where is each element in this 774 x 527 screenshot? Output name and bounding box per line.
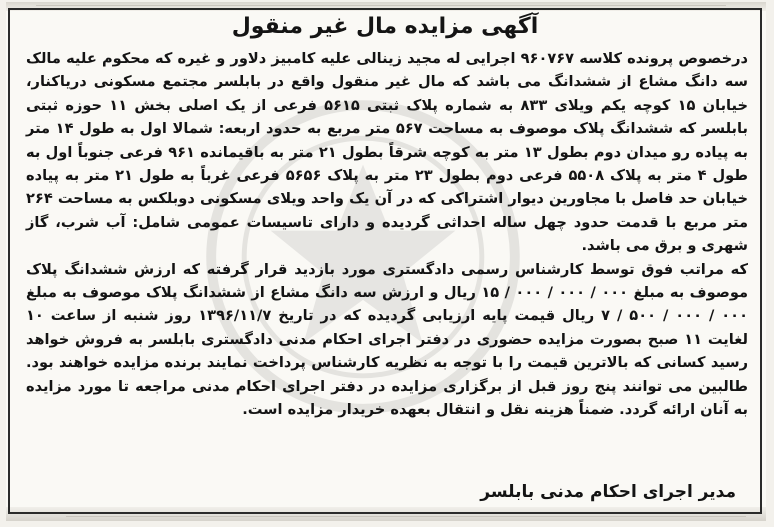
notice-title: آگهی مزایده مال غیر منقول [231, 14, 539, 39]
notice-paragraph: که مراتب فوق توسط کارشناس رسمی دادگستری مورد بازدید قرار گرفته که ارزش ششدانگ پلاک موصوف به مبلغ ۰۰۰ / ۰۰۰ / ۰۰۰ / ۱۵ ریال و ارزش سه دانگ مشاع از ششدانگ پلاک موصوف به مبلغ ۰۰۰ / ۰۰۰ / ۵۰۰ / ۷ ریال قیمت پایه ارزیابی گردیده که در تاریخ ۱۳۹۶/۱۱/۷ روز شنبه از ساعت ۱۰ لغایت ۱۱ صبح بصورت مزایده حضوری در دفتر اجرای احکام مدنی دادگستری بابلسر به فروش خواهد رسید کسانی که بالاترین قیمت را با توجه به نظریه کارشناس پرداخت نمایند برنده مزایده خواهند بود. طالبین می توانند پنج روز قبل از برگزاری مزایده در دفتر اجرای احکام مدنی مراجعه تا مورد مزایده به آنان ارائه گردد. ضمناً هزینه نقل و انتقال بعهده خریدار مزایده است. [26, 260, 749, 419]
show-through-line [66, 516, 746, 517]
newspaper-clipping [6, 2, 766, 521]
notice-body [26, 47, 748, 422]
notice-paragraph: درخصوص پرونده کلاسه ۹۶۰۷۶۷ اجرایی له مجید زینالی علیه کامبیز دلاور و غیره که محکوم علیه مالک سه دانگ مشاع از ششدانگ می باشد که مال غیر منقول واقع در بابلسر مجتمع مسکونی دریاکنار، خیابان ۱۵ کوچه یکم ویلای ۸۳۳ به شماره پلاک ثبتی ۵۶۱۵ فرعی از یک اصلی بخش ۱۱ حوزه ثبتی بابلسر که ششدانگ پلاک موصوف به مساحت ۵۶۷ متر مربع به حدود اربعه: شمالا اول به طول ۱۴ متر به پیاده رو میدان دوم بطول ۱۳ متر به کوچه شرقاً بطول ۲۱ متر به باقیمانده ۹۶۱ فرعی جنوباً اول به طول ۴ متر به پلاک ۵۵۰۸ فرعی دوم بطول ۲۳ متر به پلاک ۵۶۵۶ فرعی غرباً به طول ۲۱ متر به پیاده خیابان حد فاصل با مجاورین دیوار اشتراکی که در آن یک واحد ویلای مسکونی دوبلکس به مساحت ۲۶۴ متر مربع با قدمت حدود چهل ساله احداثی گردیده و دارای تاسیسات عمومی شامل: آب شرب، گاز شهری و برق می باشد. [26, 50, 749, 255]
advertisement-frame [8, 8, 762, 514]
notice-signature: مدیر اجرای احکام مدنی بابلسر [480, 482, 736, 502]
show-through-line [36, 5, 726, 6]
